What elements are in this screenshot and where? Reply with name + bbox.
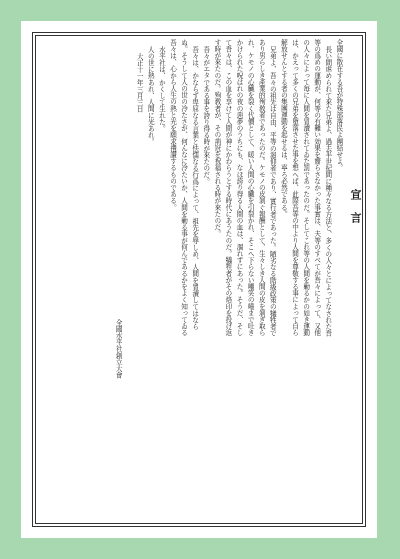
organization-signature: 全國水平社創立大會	[114, 319, 123, 379]
text-line: 全國に散在する吾が特殊部落民よ團結せよ。	[334, 39, 343, 171]
text-line: かけられた呪はれの夜の惡夢のうちにも、なほ誇り得る人間の血は、涸れずにあった。そうだ、そし	[235, 39, 244, 336]
document-title: 宣 言	[349, 189, 362, 227]
text-line: あり男らしき產業的殉敎者であったのだ。ケモノの皮剝ぐ報酬として、生々しき人間の皮を剝ぎ取ら	[257, 39, 266, 336]
text-line: て吾々は、この血を享けて人間が神にかわらうとする時代にあうたのだ。犠牲者がその烙印を投げ返	[223, 39, 232, 336]
text-line: 兄弟よ、吾々の祖先は自由、平等の渇仰者であり、實行者であった。陋劣なる階級政策の犠牲者で	[268, 46, 277, 337]
declaration-text	[112, 39, 361, 509]
text-line: 水平社は、かくして生れた。	[157, 46, 166, 132]
text-line: 人の世に熱あれ、人間に光あれ。	[146, 46, 155, 145]
text-line: の人々によって毎に人間を冒瀆されてゐた罰であったのだ。そしてこれ等の人間を勦るかの如き運動	[301, 39, 310, 336]
declaration-date: 大正十一年三月三日	[135, 53, 144, 113]
text-line: 長い間虐められて來た兄弟よ、過去半世紀間に種々なる方法と、多くの人々とによってなされた吾	[323, 46, 332, 337]
text-line: 解放せんとする者の集團運動を起せるは、寧ろ必然である。	[279, 39, 288, 218]
text-line: 吾々は、かならず卑屈なる言葉と怯懦なる行爲によって、祖先を辱しめ、人間を冒瀆してはなら	[190, 46, 199, 330]
text-line: ぬ。そうして人の世の冷たさが、何んなに冷たいか、人間を勦る事が何んであるかをよく知ってゐる	[179, 39, 188, 336]
text-line: 等の爲めの運動が、何等の有難い効果を齎らさなかった事實は、夫等のすべてが吾々によって、又他	[312, 39, 321, 336]
text-line: は、かえって多くの兄弟を墮落させた事を想へば、此際吾等の中より人間を尊敬する事によって自ら	[290, 39, 299, 336]
text-line: 吾々がエタである事を誇り得る時が來たのだ。	[201, 46, 210, 185]
text-line: す時が來たのだ。殉敎者が、その荊冠を祝福される時が來たのだ。	[212, 39, 221, 237]
text-line: 吾々は、心から人生の熱と光を願求禮讃するものである。	[168, 39, 177, 211]
text-line: れ、ケモノの心臟を裂く代價として、暖い人間の心臟を引裂かれ、そこへ下らない嘲笑の唾まで吐き	[246, 39, 255, 336]
declaration-sheet	[21, 21, 377, 538]
